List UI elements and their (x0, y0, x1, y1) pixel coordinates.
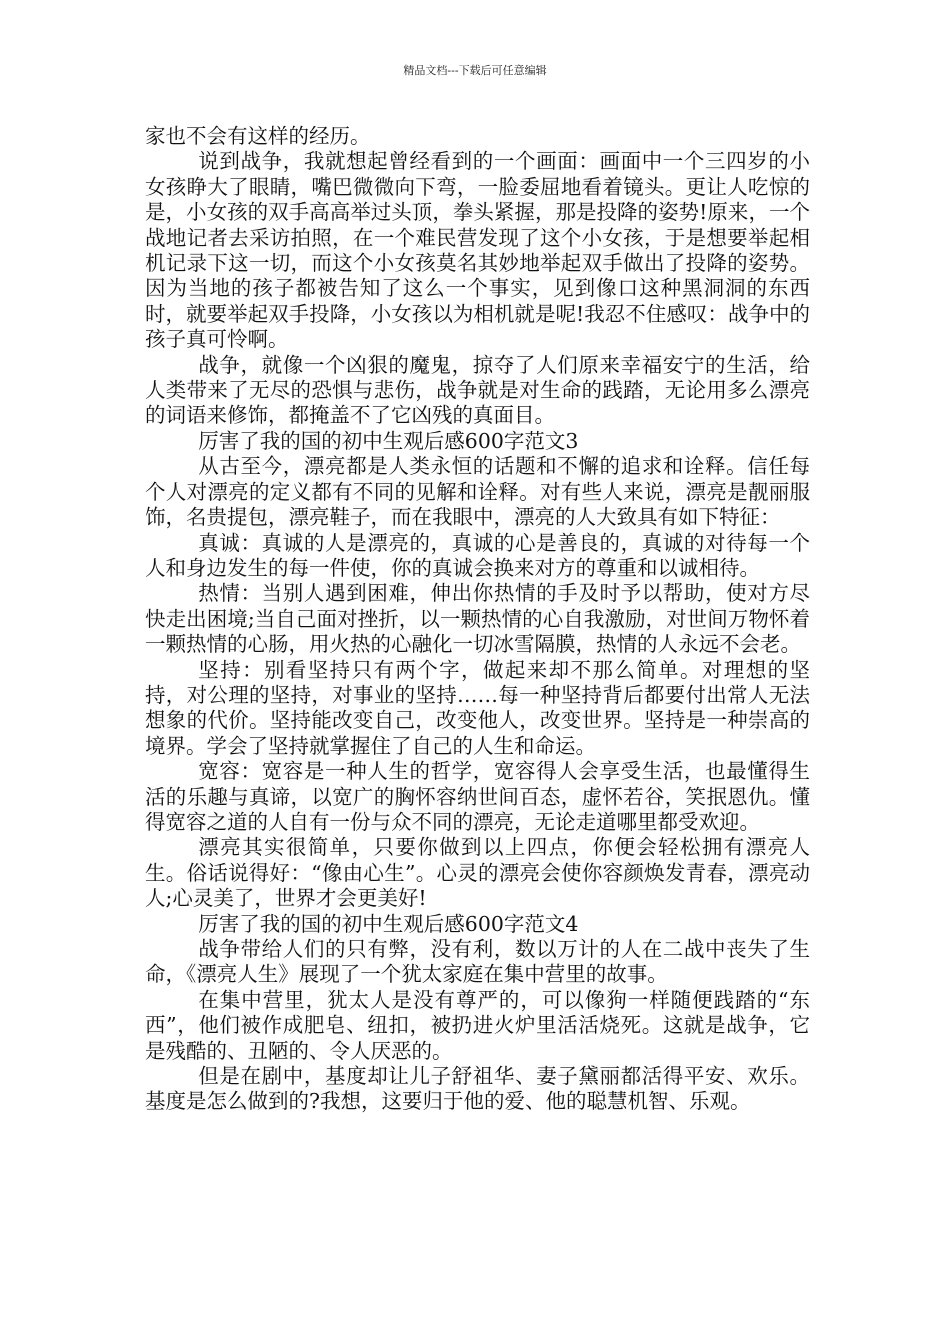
paragraph: 战争带给人们的只有弊，没有利，数以万计的人在二战中丧失了生命，《漂亮人生》展现了一个犹太家庭在集中营里的故事。 (145, 937, 810, 987)
paragraph: 战争，就像一个凶狠的魔鬼，掠夺了人们原来幸福安宁的生活，给人类带来了无尽的恐惧与悲伤，战争就是对生命的践踏，无论用多么漂亮的词语来修饰，都掩盖不了它凶残的真面目。 (145, 352, 810, 428)
paragraph: 从古至今，漂亮都是人类永恒的话题和不懈的追求和诠释。信任每个人对漂亮的定义都有不同的见解和诠释。对有些人来说，漂亮是靓丽服饰，名贵提包，漂亮鞋子，而在我眼中，漂亮的人大致具有如下特征： (145, 454, 810, 530)
paragraph: 坚持：别看坚持只有两个字，做起来却不那么简单。对理想的坚持，对公理的坚持，对事业的坚持……每一种坚持背后都要付出常人无法想象的代价。坚持能改变自己，改变他人，改变世界。坚持是一种崇高的境界。学会了坚持就掌握住了自己的人生和命运。 (145, 657, 810, 758)
paragraph: 漂亮其实很简单，只要你做到以上四点，你便会轻松拥有漂亮人生。俗话说得好：“像由心生”。心灵的漂亮会使你容颜焕发青春，漂亮动人;心灵美了，世界才会更美好! (145, 835, 810, 911)
paragraph: 但是在剧中，基度却让儿子舒祖华、妻子黛丽都活得平安、欢乐。基度是怎么做到的?我想，这要归于他的爱、他的聪慧机智、乐观。 (145, 1064, 810, 1114)
paragraph: 宽容：宽容是一种人生的哲学，宽容得人会享受生活，也最懂得生活的乐趣与真谛，以宽广的胸怀容纳世间百态，虚怀若谷，笑抿恩仇。懂得宽容之道的人自有一份与众不同的漂亮，无论走道哪里都受欢迎。 (145, 759, 810, 834)
paragraph: 在集中营里，犹太人是没有尊严的，可以像狗一样随便践踏的“东西”，他们被作成肥皂、纽扣，被扔进火炉里活活烧死。这就是战争，它是残酷的、丑陋的、令人厌恶的。 (145, 987, 810, 1063)
section-heading: 厉害了我的国的初中生观后感600字范文3 (198, 428, 579, 453)
page-header: 精品文档---下载后可任意编辑 (403, 64, 547, 77)
document-body (145, 124, 810, 1115)
paragraph: 真诚：真诚的人是漂亮的，真诚的心是善良的，真诚的对待每一个人和身边发生的每一件使，你的真诚会换来对方的尊重和以诚相待。 (145, 530, 810, 580)
paragraph: 家也不会有这样的经历。 (145, 124, 371, 148)
paragraph: 说到战争，我就想起曾经看到的一个画面：画面中一个三四岁的小女孩睁大了眼睛，嘴巴微微向下弯，一脸委屈地看着镜头。更让人吃惊的是，小女孩的双手高高举过头顶，拳头紧握，那是投降的姿势!原来，一个战地记者去采访拍照，在一个难民营发现了这个小女孩，于是想要举起相机记录下这一切，而这个小女孩莫名其妙地举起双手做出了投降的姿势。因为当地的孩子都被告知了这么一个事实，见到像口这种黑洞洞的东西时，就要举起双手投降，小女孩以为相机就是呢!我忍不住感叹：战争中的孩子真可怜啊。 (145, 149, 810, 352)
paragraph: 热情：当别人遇到困难，伸出你热情的手及时予以帮助，使对方尽快走出困境;当自己面对挫折，以一颗热情的心自我激励，对世间万物怀着一颗热情的心肠，用火热的心融化一切冰雪隔膜，热情的人永远不会老。 (145, 581, 810, 657)
section-heading: 厉害了我的国的初中生观后感600字范文4 (198, 911, 579, 936)
